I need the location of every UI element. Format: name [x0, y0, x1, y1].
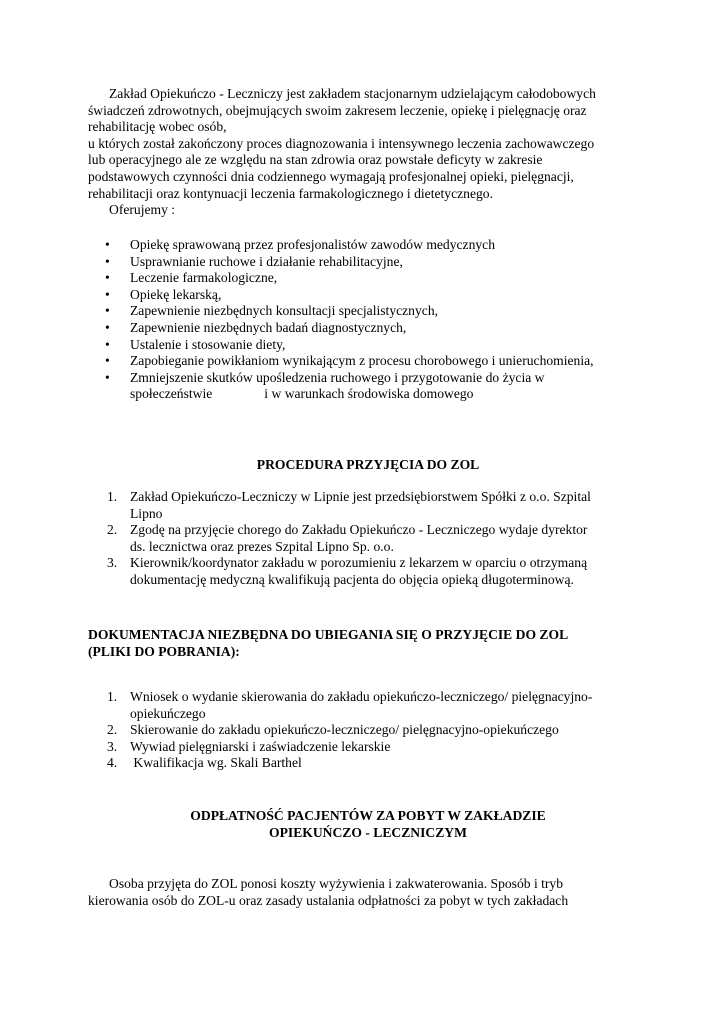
heading-line: DOKUMENTACJA NIEZBĘDNA DO UBIEGANIA SIĘ O PRZYJĘCIE DO ZOL: [88, 627, 569, 642]
documentation-list: [88, 689, 648, 772]
download-link[interactable]: Wniosek o wydanie skierowania do zakładu opiekuńczo-leczniczego/ pielęgnacyjno-: [130, 689, 593, 704]
item-number: 4.: [107, 755, 118, 771]
heading-line: ODPŁATNOŚĆ PACJENTÓW ZA POBYT W ZAKŁADZIE: [190, 808, 546, 823]
item-number: 1.: [107, 489, 118, 504]
intro-paragraph: [88, 86, 648, 219]
download-link[interactable]: Skierowanie do zakładu opiekuńczo-leczniczego/ pielęgnacyjno-opiekuńczego: [130, 722, 559, 738]
list-item: [88, 287, 648, 304]
heading-line: OPIEKUŃCZO - LECZNICZYM: [269, 824, 467, 840]
item-text: Zgodę na przyjęcie chorego do Zakładu Opiekuńczo - Leczniczego wydaje dyrektor: [130, 522, 588, 538]
list-item-text: Zapewnienie niezbędnych konsultacji specjalistycznych,: [130, 303, 439, 319]
list-item: [88, 320, 648, 337]
list-item: [88, 370, 648, 403]
item-number: 3.: [107, 738, 118, 754]
paragraph-line: kierowania osób do ZOL-u oraz zasady ustalania odpłatności za pobyt w tych zakładach: [88, 892, 569, 908]
list-item-text: Zapewnienie niezbędnych badań diagnostycznych,: [130, 319, 407, 335]
intro-line: świadczeń zdrowotnych, obejmujących swoim zakresem leczenie, opiekę i pielęgnację oraz: [88, 102, 587, 118]
list-item-text: Zmniejszenie skutków upośledzenia ruchowego i przygotowanie do życia w: [130, 369, 545, 385]
list-item-continuation: i w warunkach środowiska domowego: [264, 386, 474, 402]
intro-line: rehabilitacji oraz kontynuacji leczenia farmakologicznego i dietetycznego.: [88, 185, 493, 201]
list-item-text: Ustalenie i stosowanie diety,: [130, 336, 286, 352]
documentation-heading: [88, 627, 668, 660]
list-item: [88, 489, 648, 522]
item-text: Kierownik/koordynator zakładu w porozumieniu z lekarzem w oparciu o otrzymaną: [130, 555, 588, 571]
list-item-text: Usprawnianie ruchowe i działanie rehabilitacyjne,: [130, 253, 403, 269]
list-item-text: Leczenie farmakologiczne,: [130, 270, 278, 286]
item-text: ds. lecznictwa oraz prezes Szpital Lipno Sp. o.o.: [130, 538, 394, 554]
intro-line: Zakład Opiekuńczo - Leczniczy jest zakładem stacjonarnym udzielającym całodobowych: [109, 86, 596, 101]
download-link[interactable]: Wywiad pielęgniarski i zaświadczenie lekarskie: [130, 738, 391, 754]
list-item: [88, 739, 648, 756]
list-item: [88, 270, 648, 287]
intro-line: podstawowych czynności dnia codziennego wymagają profesjonalnej opieki, pielęgnacji,: [88, 168, 574, 184]
item-number: 3.: [107, 555, 118, 571]
list-item: [88, 689, 648, 722]
list-item-text: Opiekę lekarską,: [130, 286, 222, 302]
list-item: [88, 353, 648, 370]
item-number: 1.: [107, 689, 118, 704]
list-item: [88, 237, 648, 254]
list-item: [88, 722, 648, 739]
list-item: [88, 254, 648, 271]
item-text: Lipno: [130, 505, 163, 521]
list-item-text: Zapobieganie powikłaniom wynikającym z procesu chorobowego i unieruchomienia,: [130, 353, 594, 369]
procedure-list: [88, 489, 648, 589]
item-number: 2.: [107, 522, 118, 538]
intro-line: lub operacyjnego ale ze względu na stan zdrowia oraz powstałe deficyty w zakresie: [88, 152, 543, 168]
download-link[interactable]: opiekuńczego: [130, 705, 206, 721]
list-item: [88, 303, 648, 320]
list-item: [88, 755, 648, 772]
fees-heading: [88, 808, 648, 841]
offer-label: Oferujemy :: [109, 202, 176, 218]
procedure-heading: PROCEDURA PRZYJĘCIA DO ZOL: [256, 457, 480, 472]
list-item: [88, 522, 648, 555]
fees-paragraph: [88, 876, 648, 909]
offer-list: [88, 237, 648, 403]
download-link[interactable]: Kwalifikacja wg. Skali Barthel: [130, 755, 302, 771]
list-item: [88, 337, 648, 354]
intro-line: u których został zakończony proces diagnozowania i intensywnego leczenia zachowawczego: [88, 135, 595, 151]
item-text: dokumentację medyczną kwalifikują pacjenta do objęcia opieką długoterminową.: [130, 571, 574, 587]
heading-line: (PLIKI DO POBRANIA):: [88, 643, 240, 659]
list-item-text: Opiekę sprawowaną przez profesjonalistów zawodów medycznych: [130, 237, 496, 252]
paragraph-line: Osoba przyjęta do ZOL ponosi koszty wyżywienia i zakwaterowania. Sposób i tryb: [109, 876, 564, 891]
item-text: Zakład Opiekuńczo-Leczniczy w Lipnie jest przedsiębiorstwem Spółki z o.o. Szpital: [130, 489, 591, 504]
list-item-continuation: społeczeństwie: [130, 386, 213, 402]
item-number: 2.: [107, 722, 118, 738]
list-item: [88, 555, 648, 588]
intro-line: rehabilitację wobec osób,: [88, 119, 227, 135]
